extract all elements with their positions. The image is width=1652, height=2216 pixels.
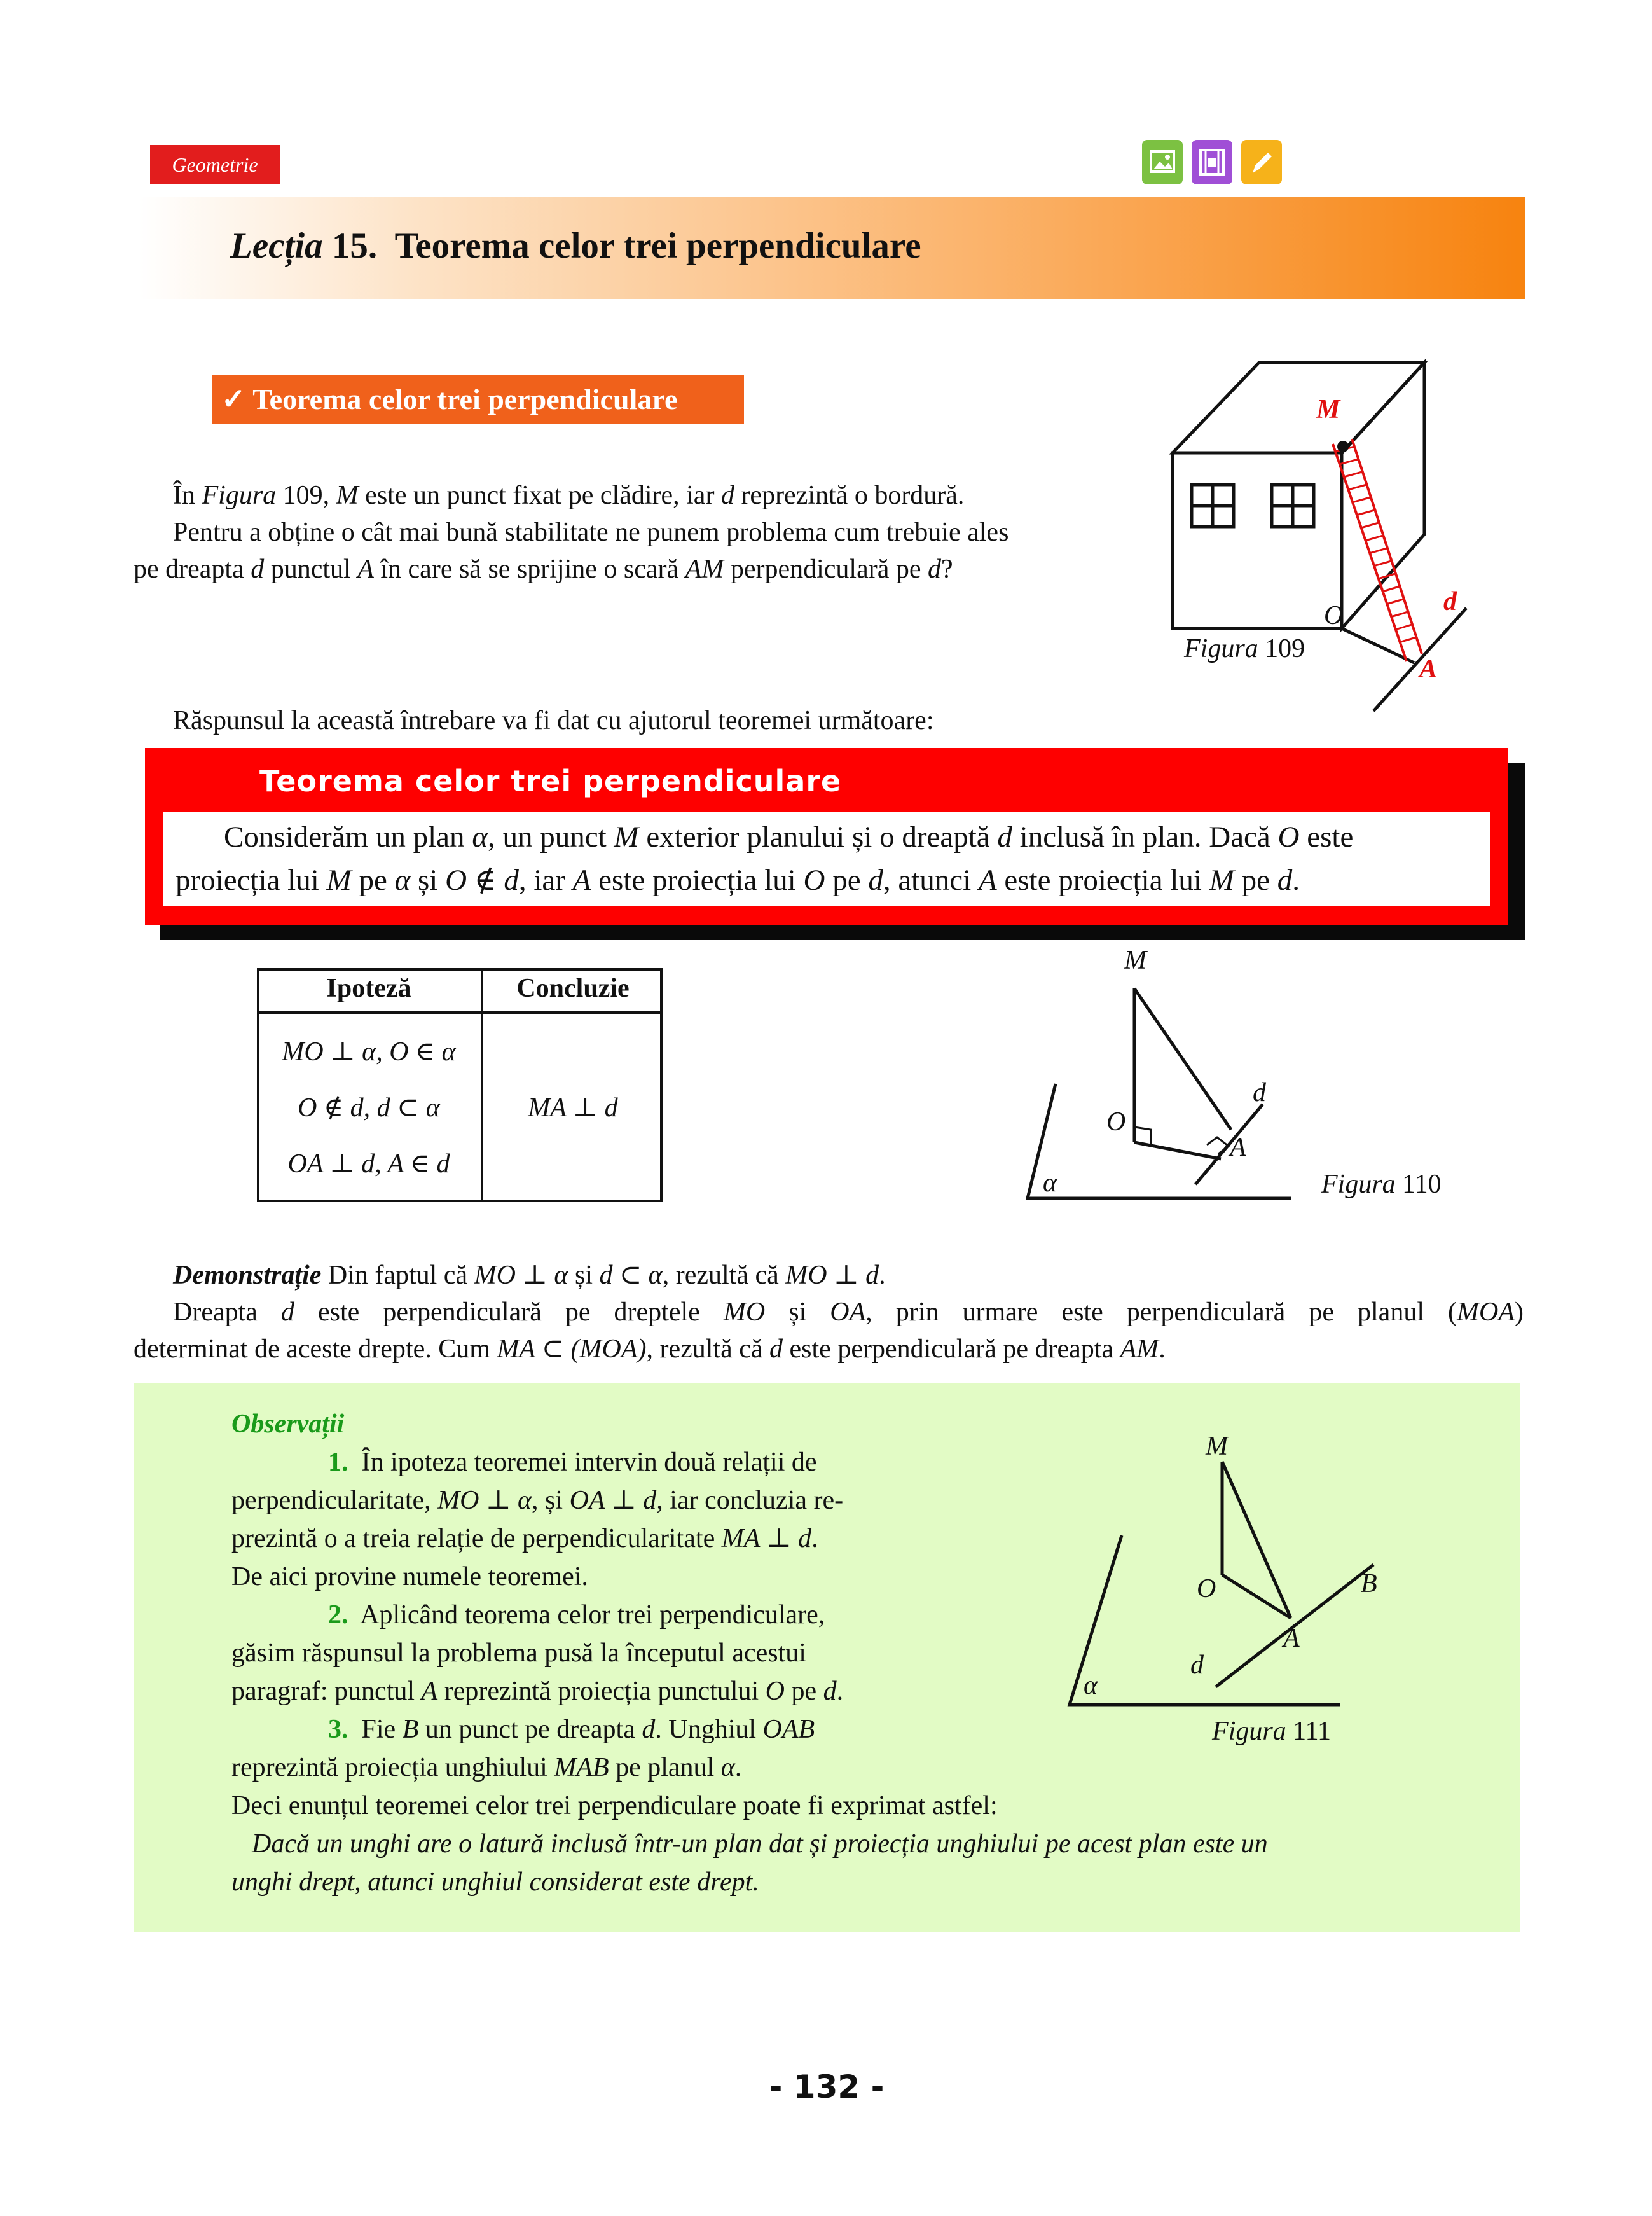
obs2-line1: 2. Aplicând teorema celor trei perpendiculare, <box>328 1600 825 1630</box>
obs1-line2: perpendicularitate, MO ⊥ α, și OA ⊥ d, iar concluzia re- <box>231 1486 844 1515</box>
fig111-caption: Figura 111 <box>1212 1717 1332 1746</box>
fig111-label-o: O <box>1197 1574 1216 1603</box>
pencil-icon[interactable] <box>1241 140 1282 184</box>
figure-111 <box>1056 1431 1386 1724</box>
intro-p3: Răspunsul la această întrebare va fi dat cu ajutorul teoremei următoare: <box>173 706 934 735</box>
table-header-conclusion: Concluzie <box>516 974 630 1003</box>
fig111-label-b: B <box>1361 1569 1377 1598</box>
proof-line1: Demonstrație Din faptul că MO ⊥ α și d ⊂ α, rezultă că MO ⊥ d. <box>173 1261 886 1290</box>
intro-p2-line1: Pentru a obține o cât mai bună stabilitate ne punem problema cum trebuie ales <box>173 518 1009 547</box>
table-hypothesis-1: MO ⊥ α, O ∈ α <box>282 1037 456 1067</box>
theorem-text: Considerăm un plan α, un punct M exterior planului și o dreaptă d inclusă în plan. Dacă O este proiecția lui M pe α și O ∉ d, iar A este proiecția lui O pe d, atunci A este proiecția lui M pe d. <box>176 821 1354 897</box>
obs3-line1: 3. Fie B un punct pe dreapta d. Unghiul OAB <box>328 1715 815 1744</box>
table-hypothesis-3: OA ⊥ d, A ∈ d <box>287 1149 450 1179</box>
obs-statement-line1: Dacă un unghi are o latură inclusă într-un plan dat și proiecția unghiului pe acest plan este un <box>252 1829 1268 1859</box>
fig111-label-m: M <box>1206 1432 1228 1461</box>
fig110-label-a: A <box>1230 1133 1246 1162</box>
fig111-label-alpha: α <box>1084 1671 1098 1700</box>
obs3-line3: Deci enunțul teoremei celor trei perpendiculare poate fi exprimat astfel: <box>231 1791 998 1820</box>
fig110-label-alpha: α <box>1043 1168 1057 1198</box>
obs2-line3: paragraf: punctul A reprezintă proiecția punctului O pe d. <box>231 1677 844 1706</box>
fig110-label-d: d <box>1253 1078 1266 1107</box>
fig110-label-m: M <box>1124 946 1146 975</box>
obs1-line4: De aici provine numele teoremei. <box>231 1562 588 1591</box>
fig109-label-m: M <box>1316 395 1340 424</box>
section-heading: ✓ Teorema celor trei perpendiculare <box>212 375 744 424</box>
table-header-rule <box>257 1011 663 1014</box>
category-tag: Geometrie <box>150 145 280 184</box>
fig109-label-a: A <box>1419 654 1438 684</box>
check-icon: ✓ <box>221 383 246 415</box>
proof-line2: Dreapta d este perpendiculară pe dreptele MO și OA, prin urmare este perpendiculară pe planul (MOA) <box>173 1298 1524 1327</box>
table-conclusion: MA ⊥ d <box>528 1093 618 1123</box>
theorem-title: Teorema celor trei perpendiculare <box>259 764 842 798</box>
page-number: - 132 - <box>769 2068 885 2105</box>
film-icon[interactable] <box>1192 140 1232 184</box>
fig109-label-o: O <box>1324 601 1344 630</box>
table-header-hypothesis: Ipoteză <box>326 974 411 1003</box>
observations-title: Observații <box>231 1409 345 1439</box>
fig109-caption: Figura 109 <box>1184 634 1305 663</box>
fig111-label-a: A <box>1283 1624 1300 1653</box>
obs2-line2: găsim răspunsul la problema pusă la începutul acestui <box>231 1638 806 1668</box>
obs1-line3: prezintă o a treia relație de perpendicularitate MA ⊥ d. <box>231 1524 818 1553</box>
obs-statement-line2: unghi drept, atunci unghiul considerat este drept. <box>231 1867 759 1897</box>
fig110-caption: Figura 110 <box>1321 1170 1442 1199</box>
obs1-line1: 1. În ipoteza teoremei intervin două relații de <box>328 1448 817 1477</box>
fig111-label-d: d <box>1190 1651 1204 1680</box>
obs3-line2: reprezintă proiecția unghiului MAB pe planul α. <box>231 1753 742 1782</box>
table-hypothesis-2: O ∉ d, d ⊂ α <box>298 1093 440 1123</box>
fig109-label-d: d <box>1443 587 1457 616</box>
intro-p1: În Figura 109, M este un punct fixat pe clădire, iar d reprezintă o bordură. <box>173 481 965 510</box>
intro-p2-line2: pe dreapta d punctul A în care să se sprijine o scară AM perpendiculară pe d? <box>134 555 953 584</box>
image-icon[interactable] <box>1142 140 1183 184</box>
proof-line3: determinat de aceste drepte. Cum MA ⊂ (MOA), rezultă că d este perpendiculară pe dreapta AM. <box>134 1334 1166 1364</box>
lesson-title: Lecția 15. Teorema celor trei perpendiculare <box>230 226 921 266</box>
fig110-label-o: O <box>1106 1107 1126 1137</box>
